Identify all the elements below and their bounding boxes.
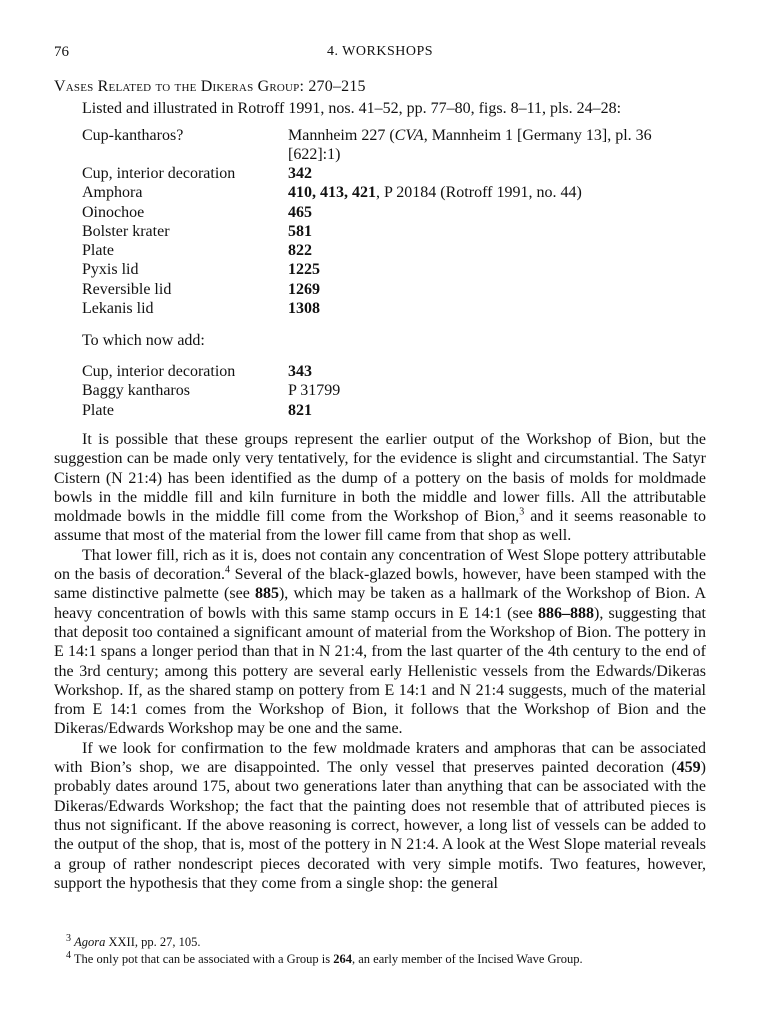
page-header — [54, 44, 706, 64]
paragraph — [54, 430, 706, 546]
footnote — [66, 934, 583, 951]
item-value: 1269 — [288, 280, 320, 298]
item-value: 343 — [288, 363, 312, 380]
item-value — [288, 126, 652, 165]
footnote-text: The only pot that can be associated with a Group is — [73, 952, 334, 966]
item-value: 1225 — [288, 261, 320, 279]
footnote-text: XXII, pp. 27, 105. — [105, 935, 201, 949]
item-label: Cup-kantharos? — [82, 127, 184, 144]
item-value-line2: [622]:1) — [288, 146, 341, 164]
text-run: That lower fill, rich as it is, does not contain any concentration of West Slope pottery attributable on the basis of decoration. — [54, 546, 706, 584]
item-value-part: Mannheim 227 ( — [288, 127, 395, 144]
item-label: Cup, interior decoration — [82, 363, 236, 380]
item-label: Baggy kantharos — [82, 382, 190, 400]
footnote-text: , an early member of the Incised Wave Group. — [351, 952, 583, 966]
item-label: Oinochoe — [82, 203, 145, 221]
item-value-bold: 410, 413, 421 — [288, 184, 376, 202]
footnote — [66, 951, 583, 968]
footnotes — [66, 934, 583, 968]
item-label: Pyxis lid — [82, 261, 139, 279]
footnote-number: 4 — [66, 949, 71, 961]
item-label: Cup, interior decoration — [82, 165, 236, 182]
item-label: Amphora — [82, 184, 143, 202]
item-value: 822 — [288, 242, 312, 260]
item-value: 465 — [288, 203, 312, 221]
item-label: Lekanis lid — [82, 300, 154, 318]
item-label: Plate — [82, 242, 114, 260]
item-value: 342 — [288, 165, 312, 182]
text-run: If we look for confirmation to the few moldmade kraters and amphoras that can be associated with Bion’s shop, we are disappointed. The only vessel that preserves painted decoration ( — [54, 739, 706, 777]
section-title: Vases Related to the Dikeras Group: 270–215 — [54, 78, 366, 95]
footnote-italic: Agora — [74, 935, 106, 949]
body-text — [54, 430, 706, 893]
item-label: Reversible lid — [82, 280, 172, 298]
intro-line: Listed and illustrated in Rotroff 1991, nos. 41–52, pp. 77–80, figs. 8–11, pls. 24–28: — [82, 100, 622, 117]
item-value: 1308 — [288, 300, 320, 318]
text-run: It is possible that these groups represent the earlier output of the Workshop of Bion, but the suggestion can be made only very tentatively, for the evidence is slight and circumstantial. The Satyr Cistern (N 21:4) has been identified as the dump of a pottery on the basis of molds for moldmade bowls in the middle fill and kiln furniture in both the middle and lower fills. All the attributable moldmade bowls in the middle fill come from the Workshop of Bion, — [54, 431, 706, 526]
footnote-number: 3 — [66, 932, 71, 944]
item-value: 581 — [288, 222, 312, 240]
text-run: ), suggesting that that deposit too contained a significant amount of material from the Workshop of Bion. The pottery in E 14:1 spans a longer period than that in N 21:4, from the last quarter of the 4th century to the end of the 3rd century; among this pottery are several early Hellenistic vessels from the Edwards/Dikeras Workshop. If, as the shared stamp on pottery from E 14:1 and N 21:4 suggests, much of the material from E 14:1 comes from the Workshop of Bion, it follows that the Workshop of Bion and the Dikeras/Edwards Workshop may be one and the same. — [54, 604, 707, 738]
paragraph — [54, 546, 706, 739]
catalog-ref: 459 — [676, 759, 701, 777]
item-value-italic: CVA — [394, 127, 424, 144]
item-value — [288, 183, 582, 202]
text-run: ), which may be taken as a hallmark of the Workshop of Bion. A heavy concentration of bowls with this same stamp occurs in E 14:1 (see — [54, 585, 706, 622]
paragraph — [54, 739, 706, 893]
item-value: 821 — [288, 401, 312, 419]
item-label: Bolster krater — [82, 222, 170, 240]
add-note: To which now add: — [82, 332, 205, 349]
catalog-ref: 264 — [333, 952, 352, 966]
item-value-part: , P 20184 (Rotroff 1991, no. 44) — [376, 184, 582, 202]
item-value-part: , Mannheim 1 [Germany 13], pl. 36 — [423, 127, 652, 144]
catalog-ref: 886–888 — [538, 604, 595, 622]
text-run: and it seems reasonable to assume that most of the material from the lower fill came from that shop as well. — [54, 508, 706, 545]
text-run: Several of the black-glazed bowls, however, have been stamped with the same distinctive palmette (see — [54, 566, 706, 603]
text-run: ) probably dates around 175, about two generations later than anything that can be associated with the Dikeras/Edwards Workshop; the fact that the painting does not resemble that of attributed pieces is thus not significant. If the above reasoning is correct, however, a long list of vessels can be added to the output of the shop, that is, most of the pottery in N 21:4. A look at the West Slope material reveals a group of rather nondescript pieces decorated with very simple motifs. Two features, however, support the hypothesis that they come from a single shop: the general — [54, 759, 706, 892]
page-number: 76 — [54, 44, 69, 60]
item-label: Plate — [82, 401, 114, 419]
item-value: P 31799 — [288, 382, 341, 400]
running-head: 4. WORKSHOPS — [326, 44, 434, 59]
footnote-ref: 3 — [519, 506, 525, 518]
catalog-ref: 885 — [254, 585, 279, 603]
footnote-ref: 4 — [224, 564, 230, 576]
